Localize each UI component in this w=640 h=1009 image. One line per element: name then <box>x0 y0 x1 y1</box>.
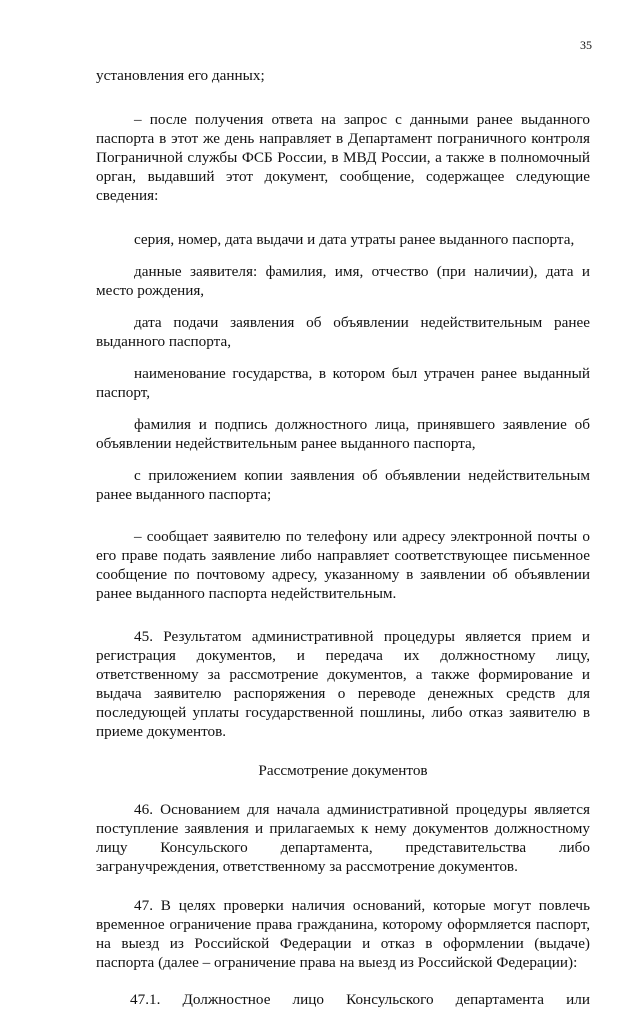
list-item: наименование государства, в котором был утрачен ранее выданный паспорт, <box>96 365 590 401</box>
list-item: фамилия и подпись должностного лица, принявшего заявление об объявлении недействительным ранее выданного паспорта, <box>96 416 590 452</box>
paragraph-47-1-word: или <box>566 991 590 1008</box>
paragraph-45: 45. Результатом административной процедуры является прием и регистрация документов, и передача их должностному лицу, ответственному за рассмотрение документов, а также формирование и выдача заявителю распоряжения о переводе денежных средств для последующей уплаты государственной пошлины, либо отказ заявителю в приеме документов. <box>96 628 590 740</box>
list-item: данные заявителя: фамилия, имя, отчество (при наличии), дата и место рождения, <box>96 263 590 299</box>
paragraph-47-1-word: Должностное <box>182 991 271 1008</box>
section-heading: Рассмотрение документов <box>258 762 428 779</box>
paragraph-47: 47. В целях проверки наличия оснований, которые могут повлечь временное ограничение права гражданина, которому оформляется паспорт, на выезд из Российской Федерации и отказ в оформлении (выдаче) паспорта (далее – ограничение права на выезд из Российской Федерации): <box>96 897 590 971</box>
page-number: 35 <box>580 38 592 52</box>
paragraph-47-1-word: 47.1. <box>130 991 161 1008</box>
document-body <box>96 66 590 1009</box>
paragraph-dash-notify-authorities: – после получения ответа на запрос с данными ранее выданного паспорта в этот же день направляет в Департамент пограничного контроля Пограничной службы ФСБ России, в МВД России, а также в полномочный орган, выдавший этот документ, сообщение, содержащее следующие сведения: <box>96 111 590 204</box>
paragraph-47-1-word: департамента <box>455 991 544 1008</box>
list-item: серия, номер, дата выдачи и дата утраты ранее выданного паспорта, <box>134 231 575 248</box>
list-item: дата подачи заявления об объявлении недействительным ранее выданного паспорта, <box>96 314 590 350</box>
paragraph-47-1-word: Консульского <box>346 991 434 1008</box>
info-list <box>96 230 590 504</box>
list-item: с приложением копии заявления об объявлении недействительным ранее выданного паспорта; <box>96 467 590 503</box>
paragraph-47-1 <box>96 990 590 1009</box>
paragraph-continuation: установления его данных; <box>96 67 265 84</box>
paragraph-46: 46. Основанием для начала административной процедуры является поступление заявления и прилагаемых к нему документов должностному лицу Консульского департамента, представительства либо загранучреждения, ответственному за рассмотрение документов. <box>96 801 590 875</box>
paragraph-47-1-word: лицо <box>292 991 324 1008</box>
paragraph-dash-notify-applicant: – сообщает заявителю по телефону или адресу электронной почты о его праве подать заявление либо направляет соответствующее письменное сообщение по почтовому адресу, указанному в заявлении об объявлении ранее выданного паспорта недействительным. <box>96 528 590 602</box>
